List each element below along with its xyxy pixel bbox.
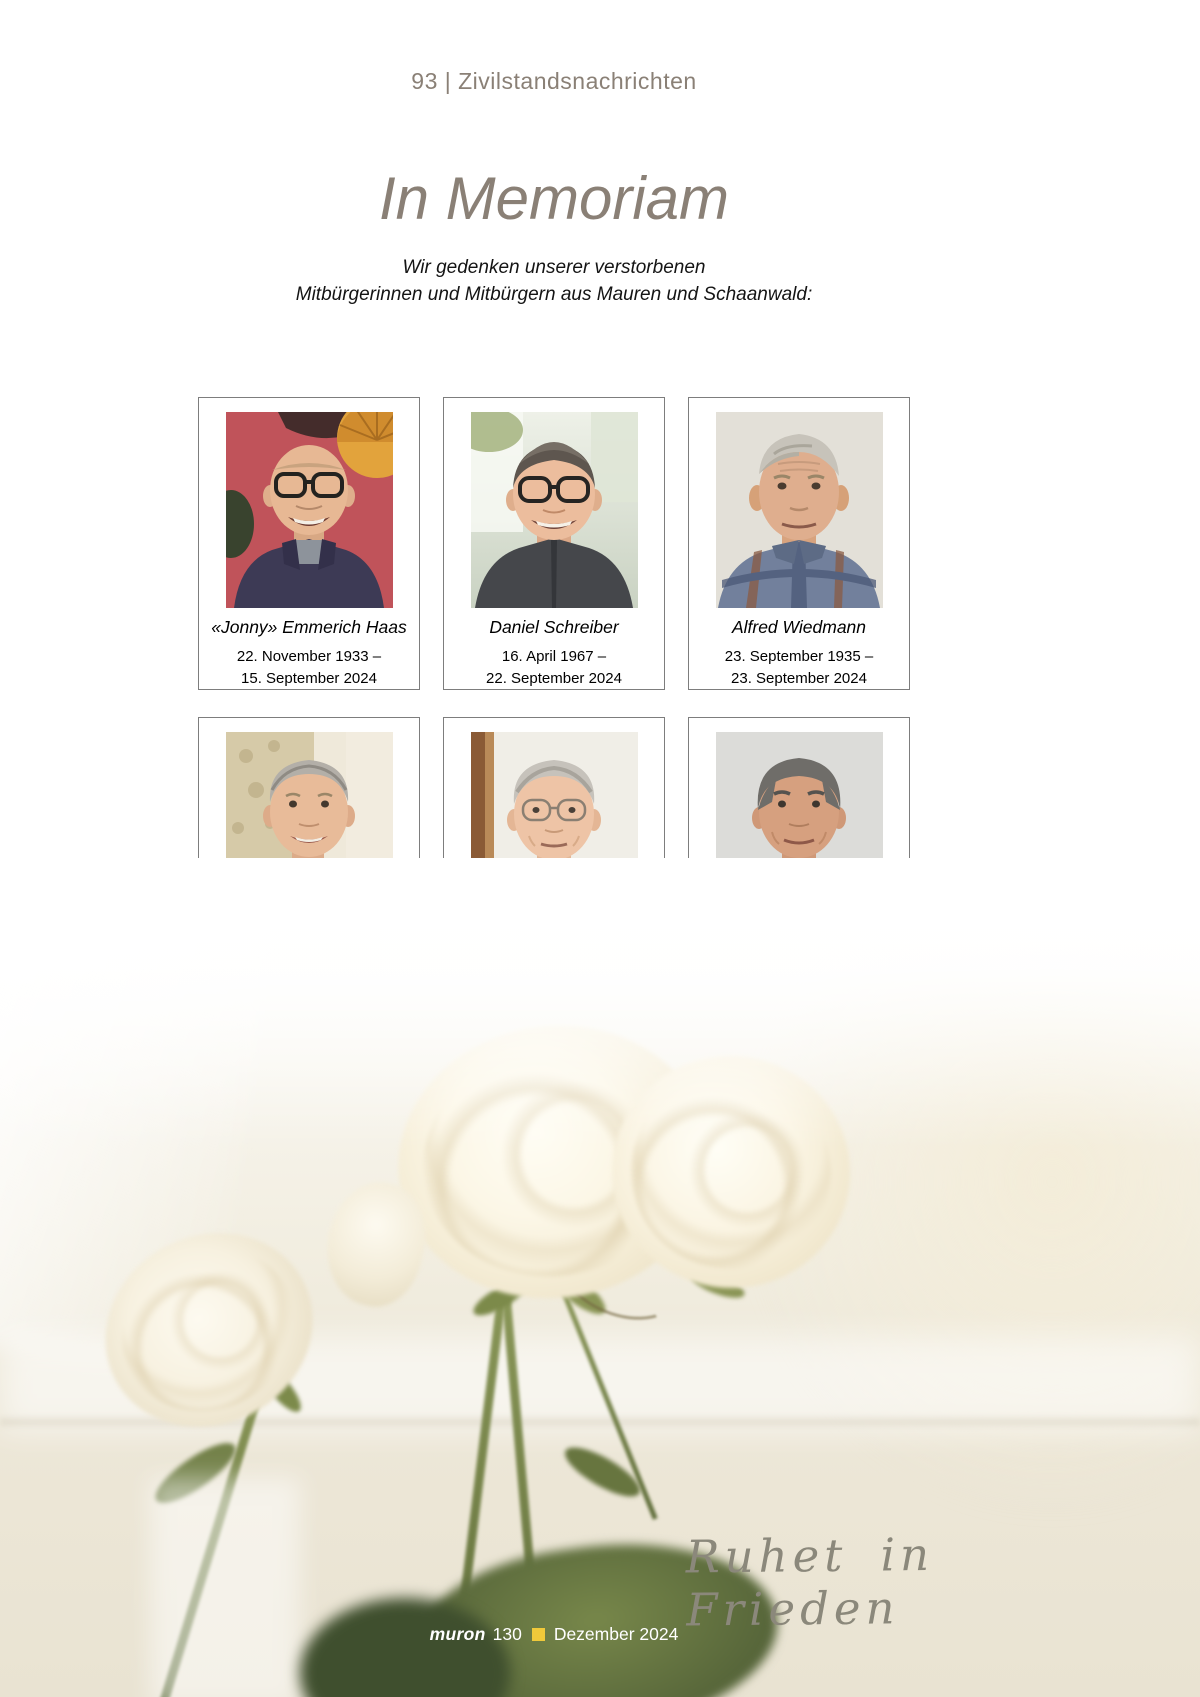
person-name: Alfred Wiedmann — [731, 617, 867, 637]
birth-date: 23. September 1935 – — [724, 648, 874, 665]
memorial-card — [688, 397, 910, 690]
page-number-section-header: 93 | Zivilstandsnachrichten — [411, 68, 697, 94]
yellow-square-icon — [532, 1628, 545, 1641]
glass-vase — [150, 1478, 300, 1697]
death-date: 23. September 2024 — [731, 670, 867, 687]
life-dates — [689, 646, 909, 690]
portrait-photo — [471, 412, 638, 608]
issue-number: 130 — [492, 1624, 522, 1644]
subtitle-line-1: Wir gedenken unserer verstorbenen — [402, 257, 706, 278]
magazine-name: muron — [429, 1624, 486, 1644]
magazine-footer — [198, 1624, 910, 1645]
memorial-card — [198, 397, 420, 690]
page-title: In Memoriam — [378, 165, 730, 232]
birth-date: 22. November 1933 – — [236, 648, 382, 665]
life-dates — [199, 646, 419, 690]
memorial-card — [443, 397, 665, 690]
portrait-photo — [226, 412, 393, 608]
photo-top-fade — [0, 858, 1200, 1148]
issue-date: Dezember 2024 — [553, 1624, 679, 1644]
person-name: «Jonny» Emmerich Haas — [211, 617, 407, 637]
life-dates — [444, 646, 664, 690]
death-date: 15. September 2024 — [241, 670, 377, 687]
birth-date: 16. April 1967 – — [501, 648, 607, 665]
death-date: 22. September 2024 — [486, 670, 622, 687]
portrait-photo — [716, 412, 883, 608]
person-name: Daniel Schreiber — [489, 617, 619, 637]
rest-in-peace-script: Ruhet in Frieden — [685, 1527, 935, 1637]
page-subtitle — [198, 254, 910, 308]
subtitle-line-2: Mitbürgerinnen und Mitbürgern aus Mauren und Schaanwald: — [295, 284, 813, 305]
